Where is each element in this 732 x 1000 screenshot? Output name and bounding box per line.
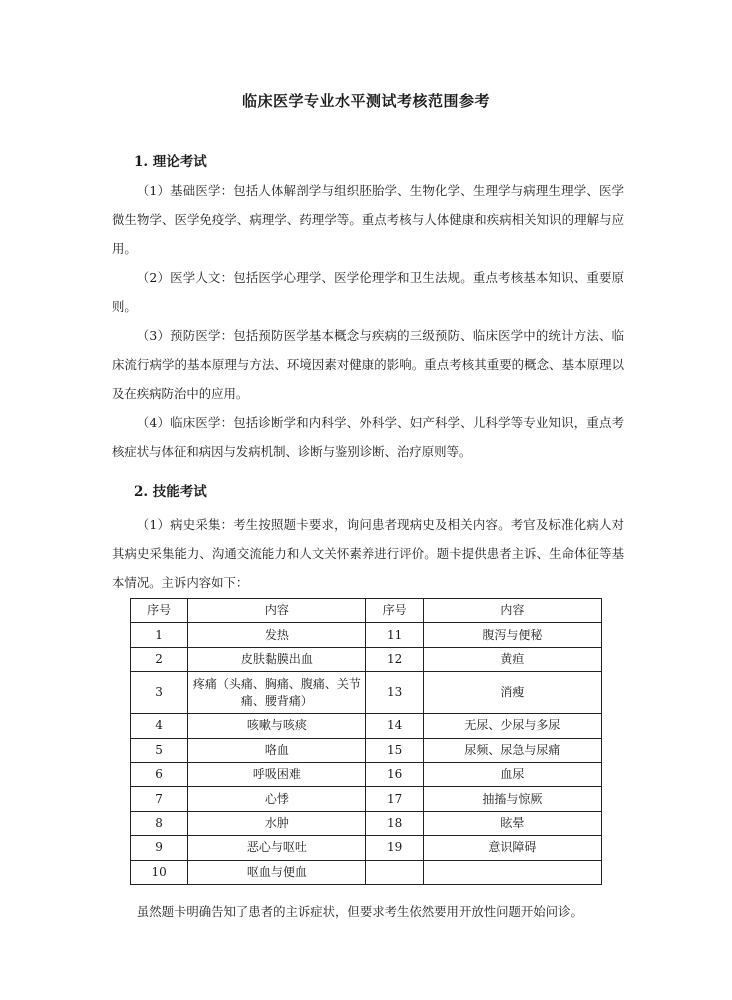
table-cell: 17 <box>366 787 423 811</box>
table-row <box>131 762 602 786</box>
table-cell: 5 <box>131 738 188 762</box>
table-cell: 咯血 <box>188 738 366 762</box>
table-row <box>131 811 602 835</box>
table-cell: 黄疸 <box>423 647 601 671</box>
table-row <box>131 836 602 860</box>
paragraph-clinical-medicine: （4）临床医学：包括诊断学和内科学、外科学、妇产科学、儿科学等专业知识，重点考核症状与体征和病因与发病机制、诊断与鉴别诊断、治疗原则等。 <box>112 415 624 459</box>
paragraph-basic-medicine: （1）基础医学：包括人体解剖学与组织胚胎学、生物化学、生理学与病理生理学、医学微生物学、医学免疫学、病理学、药理学等。重点考核与人体健康和疾病相关知识的理解与应用。 <box>112 183 624 256</box>
table-cell: 水肿 <box>188 811 366 835</box>
table-cell: 消瘦 <box>423 672 601 714</box>
section-heading-theory: 1. 理论考试 <box>134 154 207 170</box>
paragraph-medical-humanities: （2）医学人文：包括医学心理学、医学伦理学和卫生法规。重点考核基本知识、重要原则。 <box>112 270 624 314</box>
table-cell: 无尿、少尿与多尿 <box>423 714 601 738</box>
table-cell: 1 <box>131 623 188 647</box>
table-row <box>131 647 602 671</box>
table-cell: 皮肤黏膜出血 <box>188 647 366 671</box>
table-row <box>131 714 602 738</box>
table-cell: 16 <box>366 762 423 786</box>
table-cell: 14 <box>366 714 423 738</box>
paragraph-preventive-medicine: （3）预防医学：包括预防医学基本概念与疾病的三级预防、临床医学中的统计方法、临床流行病学的基本原理与方法、环境因素对健康的影响。重点考核其重要的概念、基本原理以及在疾病防治中的应用。 <box>112 328 624 401</box>
table-cell: 19 <box>366 836 423 860</box>
table-header-cell: 序号 <box>366 599 423 623</box>
table-cell: 呕血与便血 <box>188 860 366 884</box>
table-cell: 心悸 <box>188 787 366 811</box>
table-cell: 12 <box>366 647 423 671</box>
table-cell: 恶心与呕吐 <box>188 836 366 860</box>
table-cell: 腹泻与便秘 <box>423 623 601 647</box>
table-cell: 3 <box>131 672 188 714</box>
table-cell: 尿频、尿急与尿痛 <box>423 738 601 762</box>
table-header-cell: 序号 <box>131 599 188 623</box>
table-cell <box>423 860 601 884</box>
table-cell: 6 <box>131 762 188 786</box>
closing-note: 虽然题卡明确告知了患者的主诉症状，但要求考生依然要用开放性问题开始问诊。 <box>136 904 583 919</box>
table-cell: 13 <box>366 672 423 714</box>
chief-complaint-table <box>130 598 602 885</box>
paragraph-history-taking: （1）病史采集：考生按照题卡要求，询问患者现病史及相关内容。考官及标准化病人对其病史采集能力、沟通交流能力和人文关怀素养进行评价。题卡提供患者主诉、生命体征等基本情况。主诉内容如下： <box>112 517 624 590</box>
table-header-cell: 内容 <box>188 599 366 623</box>
table-cell: 发热 <box>188 623 366 647</box>
table-cell <box>366 860 423 884</box>
table-row <box>131 672 602 714</box>
table-cell: 11 <box>366 623 423 647</box>
table-row <box>131 623 602 647</box>
table-row <box>131 860 602 884</box>
table-cell: 15 <box>366 738 423 762</box>
table-cell: 7 <box>131 787 188 811</box>
table-cell: 4 <box>131 714 188 738</box>
table-cell: 呼吸困难 <box>188 762 366 786</box>
table-row <box>131 787 602 811</box>
table-cell: 抽搐与惊厥 <box>423 787 601 811</box>
table-cell: 眩晕 <box>423 811 601 835</box>
table-cell: 血尿 <box>423 762 601 786</box>
table-header-row <box>131 599 602 623</box>
table-cell: 疼痛（头痛、胸痛、腹痛、关节痛、腰背痛） <box>188 672 366 714</box>
table-cell: 意识障碍 <box>423 836 601 860</box>
table-cell: 9 <box>131 836 188 860</box>
document-title: 临床医学专业水平测试考核范围参考 <box>241 92 490 110</box>
table-cell: 18 <box>366 811 423 835</box>
table-cell: 咳嗽与咳痰 <box>188 714 366 738</box>
table-cell: 10 <box>131 860 188 884</box>
section-heading-skills: 2. 技能考试 <box>134 484 207 500</box>
table-header-cell: 内容 <box>423 599 601 623</box>
table-cell: 2 <box>131 647 188 671</box>
table-cell: 8 <box>131 811 188 835</box>
table-row <box>131 738 602 762</box>
